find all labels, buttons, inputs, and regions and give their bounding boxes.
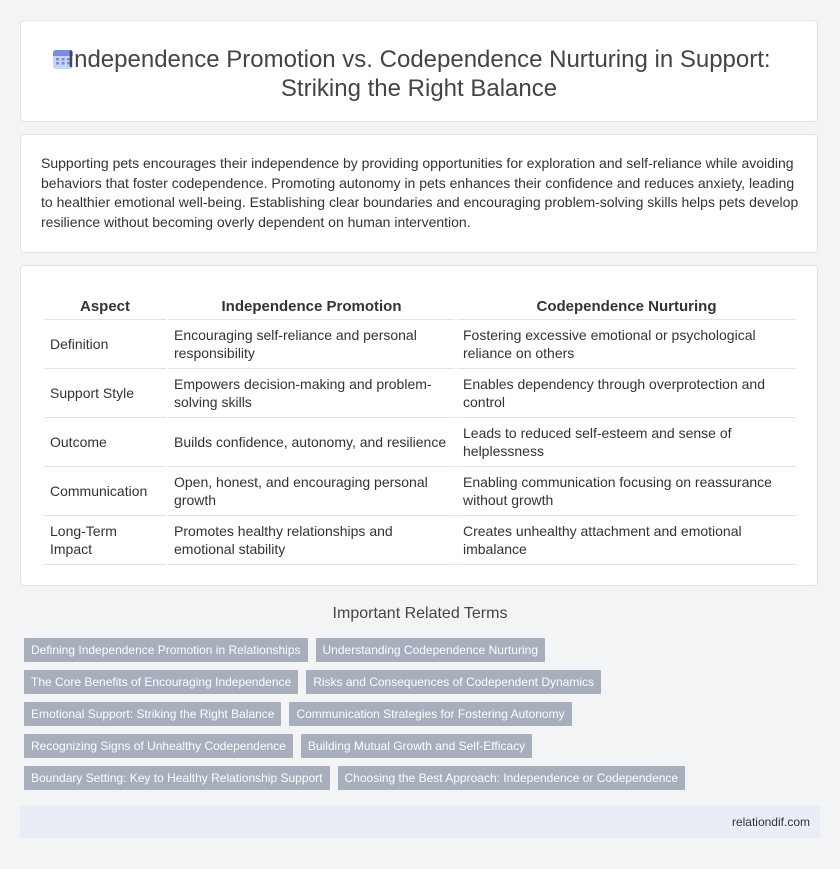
table-cell-independence: Open, honest, and encouraging personal growth <box>168 467 455 516</box>
page-title: Independence Promotion vs. Codependence Nurturing in Support: Striking the Right Balance <box>67 46 771 102</box>
footer <box>20 806 820 838</box>
table-cell-codependence: Creates unhealthy attachment and emotional imbalance <box>457 516 796 565</box>
tag-row <box>24 670 804 694</box>
footer-site-link[interactable]: relationdif.com <box>731 815 810 829</box>
table-cell-aspect: Communication <box>44 467 166 516</box>
column-header-independence: Independence Promotion <box>168 295 455 320</box>
table-row <box>44 320 796 369</box>
related-term-tag[interactable]: Risks and Consequences of Codependent Dynamics <box>306 670 601 694</box>
table-header-row <box>44 295 796 320</box>
table-row <box>44 369 796 418</box>
related-term-tag[interactable]: Recognizing Signs of Unhealthy Codependence <box>24 734 293 758</box>
related-term-tag[interactable]: Building Mutual Growth and Self-Efficacy <box>301 734 532 758</box>
column-header-codependence: Codependence Nurturing <box>457 295 796 320</box>
intro-card <box>20 134 818 253</box>
table-cell-independence: Encouraging self-reliance and personal responsibility <box>168 320 455 369</box>
intro-paragraph: Supporting pets encourages their independence by providing opportunities for exploration and self-reliance while avoiding behaviors that foster codependence. Promoting autonomy in pets enhances their confidence and reduces anxiety, leading to healthier emotional well-being. Establishing clear boundaries and encouraging problem-solving skills helps pets develop resilience without becoming overly dependent on human intervention. <box>41 155 799 230</box>
related-terms-title: Important Related Terms <box>332 605 508 622</box>
table-cell-aspect: Definition <box>44 320 166 369</box>
table-row <box>44 418 796 467</box>
table-row <box>44 467 796 516</box>
tag-row <box>24 702 804 726</box>
table-cell-aspect: Long-Term Impact <box>44 516 166 565</box>
table-cell-codependence: Fostering excessive emotional or psychological reliance on others <box>457 320 796 369</box>
related-term-tag[interactable]: The Core Benefits of Encouraging Independence <box>24 670 298 694</box>
table-cell-independence: Builds confidence, autonomy, and resilience <box>168 418 455 467</box>
related-term-tag[interactable]: Understanding Codependence Nurturing <box>316 638 545 662</box>
table-cell-independence: Promotes healthy relationships and emotional stability <box>168 516 455 565</box>
related-term-tag[interactable]: Defining Independence Promotion in Relationships <box>24 638 308 662</box>
comparison-card <box>20 265 818 586</box>
header-card <box>20 20 818 122</box>
tag-row <box>24 734 804 758</box>
table-cell-codependence: Enabling communication focusing on reassurance without growth <box>457 467 796 516</box>
column-header-aspect: Aspect <box>44 295 166 320</box>
table-cell-aspect: Outcome <box>44 418 166 467</box>
related-terms-list <box>24 638 804 798</box>
related-term-tag[interactable]: Communication Strategies for Fostering Autonomy <box>289 702 571 726</box>
table-cell-codependence: Enables dependency through overprotection and control <box>457 369 796 418</box>
tag-row <box>24 638 804 662</box>
tag-row <box>24 766 804 790</box>
table-cell-aspect: Support Style <box>44 369 166 418</box>
related-term-tag[interactable]: Emotional Support: Striking the Right Balance <box>24 702 281 726</box>
related-term-tag[interactable]: Choosing the Best Approach: Independence or Codependence <box>338 766 686 790</box>
table-row <box>44 516 796 565</box>
related-term-tag[interactable]: Boundary Setting: Key to Healthy Relationship Support <box>24 766 330 790</box>
table-cell-codependence: Leads to reduced self-esteem and sense of helplessness <box>457 418 796 467</box>
table-cell-independence: Empowers decision-making and problem-solving skills <box>168 369 455 418</box>
comparison-table <box>42 295 798 565</box>
